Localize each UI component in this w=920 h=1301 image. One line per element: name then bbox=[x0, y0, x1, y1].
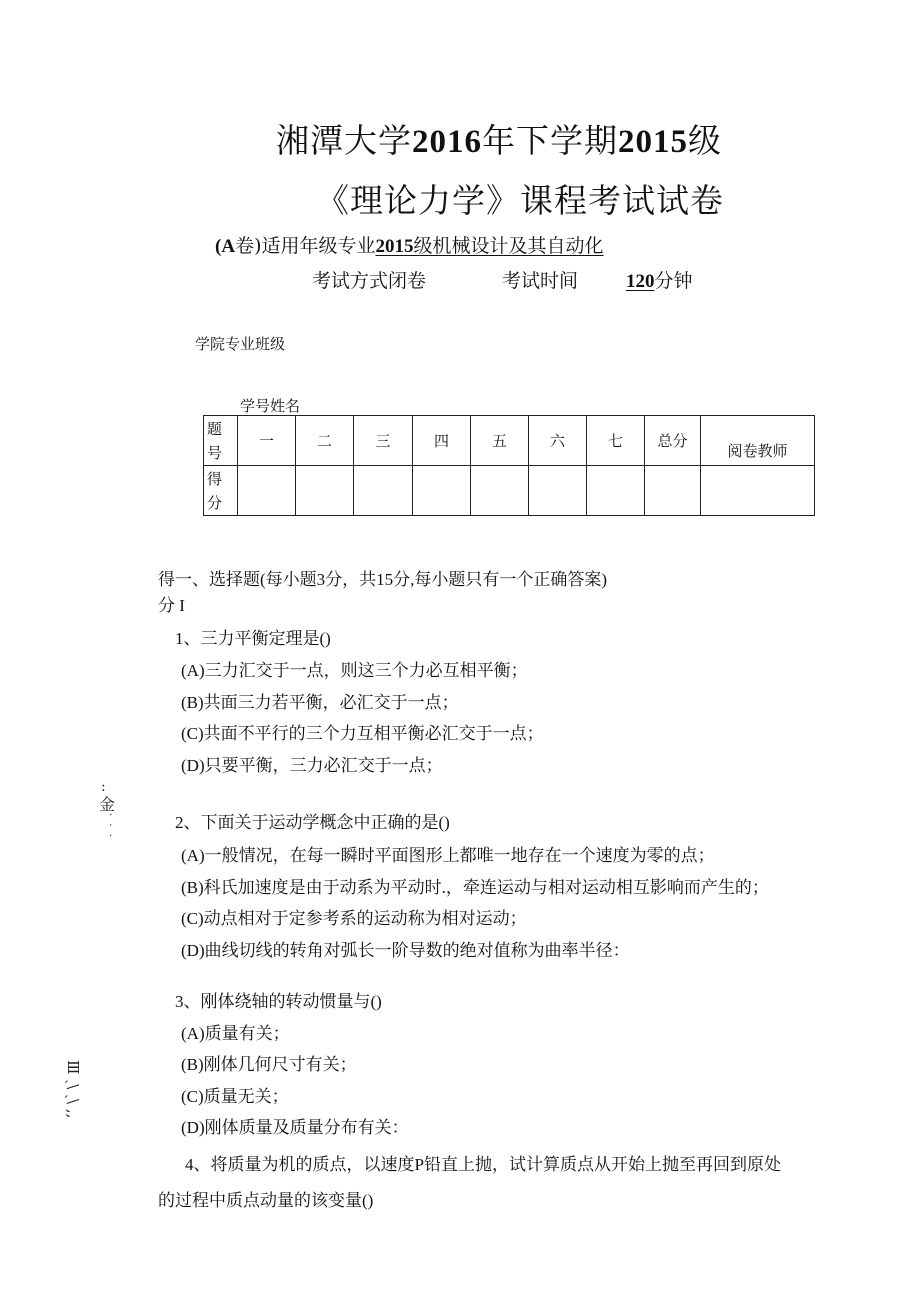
col-1: 一 bbox=[238, 416, 296, 466]
major-name: 级机械设计及其自动化 bbox=[413, 235, 604, 257]
title-grade-year: 2015 bbox=[618, 124, 688, 160]
exam-title-line2: 《理论力学》课程考试试卷 bbox=[316, 181, 724, 220]
question-2-option-c: (C)动点相对于定参考系的运动称为相对运动； bbox=[181, 909, 527, 928]
question-2-option-a: (A)一般情况，在每一瞬时平面图形上都唯一地存在一个速度为零的点； bbox=[181, 846, 715, 865]
question-1-option-c: (C)共面不平行的三个力互相平衡必汇交于一点； bbox=[181, 724, 544, 743]
header-char-1: 题 bbox=[207, 419, 223, 438]
question-number-header bbox=[204, 416, 238, 466]
section1-score-mark: 得 bbox=[158, 570, 175, 589]
score-cell[interactable] bbox=[354, 466, 413, 516]
section1-heading-text: 一、选择题(每小题3分，共15分,每小题只有一个正确答案) bbox=[175, 570, 608, 589]
score-table bbox=[203, 415, 815, 516]
col-3: 三 bbox=[354, 416, 413, 466]
col-5: 五 bbox=[471, 416, 529, 466]
question-2-stem: 2、下面关于运动学概念中正确的是() bbox=[175, 813, 450, 832]
margin-rotated-marks: Ⅲ ˏ\ ˏ\ ,, bbox=[64, 1060, 82, 1119]
question-3-option-a: (A)质量有关； bbox=[181, 1024, 290, 1043]
title-year: 2016 bbox=[412, 124, 482, 160]
question-2-option-b: (B)科氏加速度是由于动系为平动时.，牵连运动与相对运动相互影响而产生的； bbox=[181, 878, 769, 897]
score-cell[interactable] bbox=[529, 466, 587, 516]
exam-minutes: 120 bbox=[626, 271, 655, 292]
question-4-stem-line1: 4、将质量为机的质点，以速度P铅直上抛，试计算质点从开始上抛至再回到原处 bbox=[185, 1155, 781, 1174]
major-grade-year: 2015 bbox=[375, 236, 414, 257]
exam-duration bbox=[626, 266, 693, 293]
question-1-option-a: (A)三力汇交于一点，则这三个力必互相平衡； bbox=[181, 661, 528, 680]
question-1-option-b: (B)共面三力若平衡，必汇交于一点； bbox=[181, 693, 459, 712]
exam-title-line1 bbox=[276, 115, 722, 162]
score-cell[interactable] bbox=[645, 466, 701, 516]
title-university: 湘潭大学 bbox=[276, 121, 412, 160]
score-cell[interactable] bbox=[238, 466, 296, 516]
college-major-class-label: 学院专业班级 bbox=[195, 335, 286, 353]
paper-label-b: 卷) bbox=[235, 235, 262, 257]
col-6: 六 bbox=[529, 416, 587, 466]
score-cell[interactable] bbox=[471, 466, 529, 516]
score-char-1: 得 bbox=[207, 469, 223, 488]
paper-info-line bbox=[215, 231, 604, 258]
question-3-stem: 3、刚体绕轴的转动惯量与() bbox=[175, 992, 382, 1011]
question-2-option-d: (D)曲线切线的转角对弧长一阶导数的绝对值称为曲率半径： bbox=[181, 941, 630, 960]
col-7: 七 bbox=[587, 416, 645, 466]
col-2: 二 bbox=[296, 416, 354, 466]
score-cell[interactable] bbox=[587, 466, 645, 516]
margin-dots-bottom: · · · bbox=[104, 813, 115, 839]
question-3-option-b: (B)刚体几何尺寸有关； bbox=[181, 1055, 357, 1074]
col-total: 总分 bbox=[645, 416, 701, 466]
question-1-option-d: (D)只要平衡，三力必汇交于一点； bbox=[181, 756, 443, 775]
minutes-unit: 分钟 bbox=[654, 270, 693, 292]
score-char-2: 分 bbox=[207, 493, 223, 512]
score-cell[interactable] bbox=[413, 466, 471, 516]
title-term: 年下学期 bbox=[482, 121, 618, 160]
student-id-name-label: 学号姓名 bbox=[240, 397, 301, 415]
col-grader: 阅卷教师 bbox=[701, 416, 815, 466]
score-table-header-row bbox=[204, 416, 815, 466]
grader-cell[interactable] bbox=[701, 466, 815, 516]
header-char-2: 号 bbox=[207, 443, 223, 462]
score-table-score-row bbox=[204, 466, 815, 516]
section1-heading bbox=[158, 565, 607, 590]
question-1-stem: 1、三力平衡定理是() bbox=[175, 629, 331, 648]
major-field bbox=[376, 235, 604, 257]
margin-dots-top: : bbox=[101, 779, 106, 795]
section1-score-mark2: 分 I bbox=[158, 596, 185, 615]
margin-jin: 金 bbox=[99, 795, 116, 814]
exam-mode: 考试方式闭卷 bbox=[312, 270, 427, 292]
score-cell[interactable] bbox=[296, 466, 354, 516]
question-4-stem-line2: 的过程中质点动量的该变量() bbox=[158, 1191, 374, 1210]
applicable-label: 适用年级专业 bbox=[261, 235, 376, 257]
exam-time-label: 考试时间 bbox=[502, 270, 579, 292]
title-grade-suffix: 级 bbox=[688, 121, 722, 160]
question-3-option-c: (C)质量无关； bbox=[181, 1087, 289, 1106]
score-row-header bbox=[204, 466, 238, 516]
col-4: 四 bbox=[413, 416, 471, 466]
question-3-option-d: (D)刚体质量及质量分布有关： bbox=[181, 1118, 409, 1137]
paper-label-a: (A bbox=[215, 236, 236, 257]
